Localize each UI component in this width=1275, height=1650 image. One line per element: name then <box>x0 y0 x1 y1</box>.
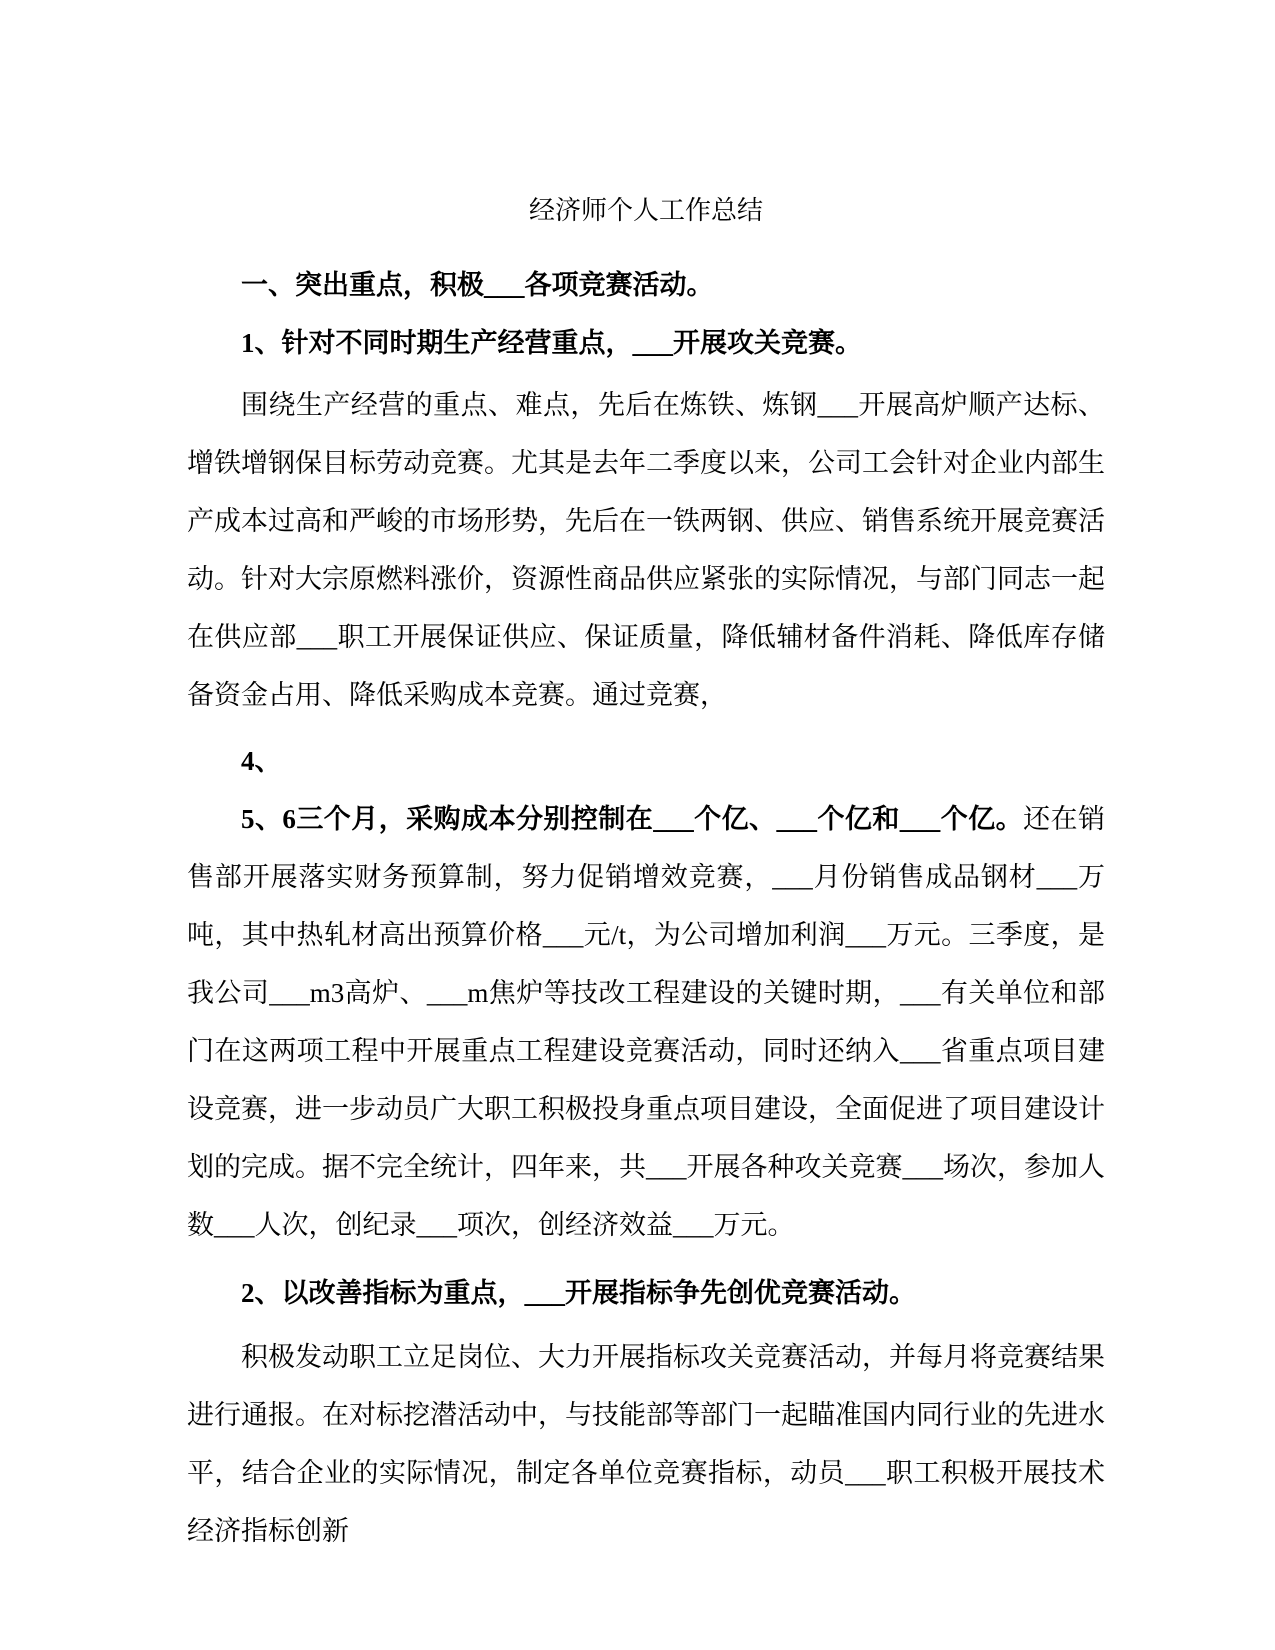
paragraph-2: 积极发动职工立足岗位、大力开展指标攻关竞赛活动，并每月将竞赛结果进行通报。在对标挖潜活动中，与技能部等部门一起瞄准国内同行业的先进水平，结合企业的实际情况，制定各单位竞赛指标，动员___职工积极开展技术经济指标创新 <box>187 1342 1105 1546</box>
section-heading-1: 一、突出重点，积极___各项竞赛活动。 <box>241 270 714 300</box>
subsection-heading-2: 2、以改善指标为重点，___开展指标争先创优竞赛活动。 <box>241 1278 916 1308</box>
subsection-heading-1-1: 1、针对不同时期生产经营重点，___开展攻关竞赛。 <box>241 328 862 358</box>
paragraph-1: 围绕生产经营的重点、难点，先后在炼铁、炼钢___开展高炉顺产达标、增铁增钢保目标劳动竞赛。尤其是去年二季度以来，公司工会针对企业内部生产成本过高和严峻的市场形势，先后在一铁两钢、供应、销售系统开展竞赛活动。针对大宗原燃料涨价，资源性商品供应紧张的实际情况，与部门同志一起在供应部___职工开展保证供应、保证质量，降低辅材备件消耗、降低库存储备资金占用、降低采购成本竞赛。通过竞赛， <box>187 390 1105 710</box>
paragraph-5-6 <box>187 790 1105 1254</box>
list-item-4: 4、 <box>241 746 282 776</box>
document-content <box>187 182 1105 1560</box>
paragraph-5-6-bold-lead: 5、6三个月，采购成本分别控制在___个亿、___个亿和___个亿。 <box>241 804 1024 834</box>
paragraph-5-6-body: 还在销售部开展落实财务预算制，努力促销增效竞赛，___月份销售成品钢材___万吨，其中热轧材高出预算价格___元/t，为公司增加利润___万元。三季度，是我公司___m3高炉、___m焦炉等技改工程建设的关键时期，___有关单位和部门在这两项工程中开展重点工程建设竞赛活动，同时还纳入___省重点项目建设竞赛，进一步动员广大职工积极投身重点项目建设，全面促进了项目建设计划的完成。据不完全统计，四年来，共___开展各种攻关竞赛___场次，参加人数___人次，创纪录___项次，创经济效益___万元。 <box>187 804 1106 1240</box>
document-title: 经济师个人工作总结 <box>528 196 763 225</box>
